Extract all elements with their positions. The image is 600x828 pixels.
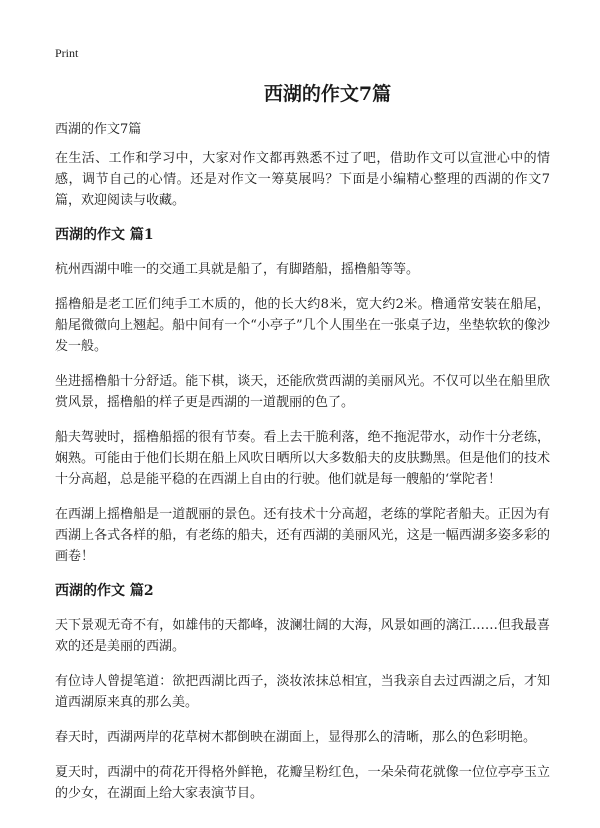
paragraph: 天下景观无奇不有，如雄伟的天都峰，波澜壮阔的大海，风景如画的漓江……但我最喜欢的还是美丽的西湖。 (55, 618, 550, 654)
paragraph: 夏天时，西湖中的荷花开得格外鲜艳，花瓣呈粉红色，一朵朵荷花就像一位位亭亭玉立的少女，在湖面上给大家表演节目。 (55, 765, 550, 801)
paragraph: 在西湖上摇橹船是一道靓丽的景色。还有技术十分高超，老练的掌陀者船夫。正因为有西湖上各式各样的船，有老练的船夫，还有西湖的美丽风光，这是一幅西湖多姿多彩的画卷！ (55, 507, 550, 564)
paragraph: 摇橹船是老工匠们纯手工木质的，他的长大约8米，宽大约2米。橹通常安装在船尾，船尾微微向上翘起。船中间有一个“小亭子”几个人围坐在一张桌子边，坐垫软软的像沙发一般。 (55, 297, 550, 354)
intro-paragraph: 在生活、工作和学习中，大家对作文都再熟悉不过了吧，借助作文可以宣泄心中的情感，调节自己的心情。还是对作文一筹莫展吗？下面是小编精心整理的西湖的作文7篇，欢迎阅读与收藏。 (55, 151, 550, 208)
section-heading-1: 西湖的作文 篇1 (55, 227, 154, 243)
paragraph: 春天时，西湖两岸的花草树木都倒映在湖面上，显得那么的清晰，那么的色彩明艳。 (55, 730, 537, 745)
print-link[interactable]: Print (55, 46, 79, 60)
paragraph: 船夫驾驶时，摇橹船摇的很有节奏。看上去干脆利落，绝不拖泥带水，动作十分老练，娴熟。可能由于他们长期在船上风吹日晒所以大多数船夫的皮肤黝黑。但是他们的技术十分高超，总是能平稳的在西湖上自由的行驶。他们就是每一艘船的‘掌陀者！ (55, 430, 550, 487)
paragraph: 有位诗人曾提笔道：欲把西湖比西子，淡妆浓抹总相宜，当我亲自去过西湖之后，才知道西湖原来真的那么美。 (55, 674, 550, 710)
section-heading-2: 西湖的作文 篇2 (55, 583, 154, 599)
paragraph: 坐进摇橹船十分舒适。能下棋，谈天，还能欣赏西湖的美丽风光。不仅可以坐在船里欣赏风景，摇橹船的样子更是西湖的一道靓丽的色了。 (55, 374, 550, 410)
page-title: 西湖的作文7篇 (263, 83, 392, 105)
article-body (55, 120, 550, 818)
paragraph: 杭州西湖中唯一的交通工具就是船了，有脚踏船，摇橹船等等。 (55, 262, 420, 277)
article-subtitle: 西湖的作文7篇 (55, 122, 142, 137)
